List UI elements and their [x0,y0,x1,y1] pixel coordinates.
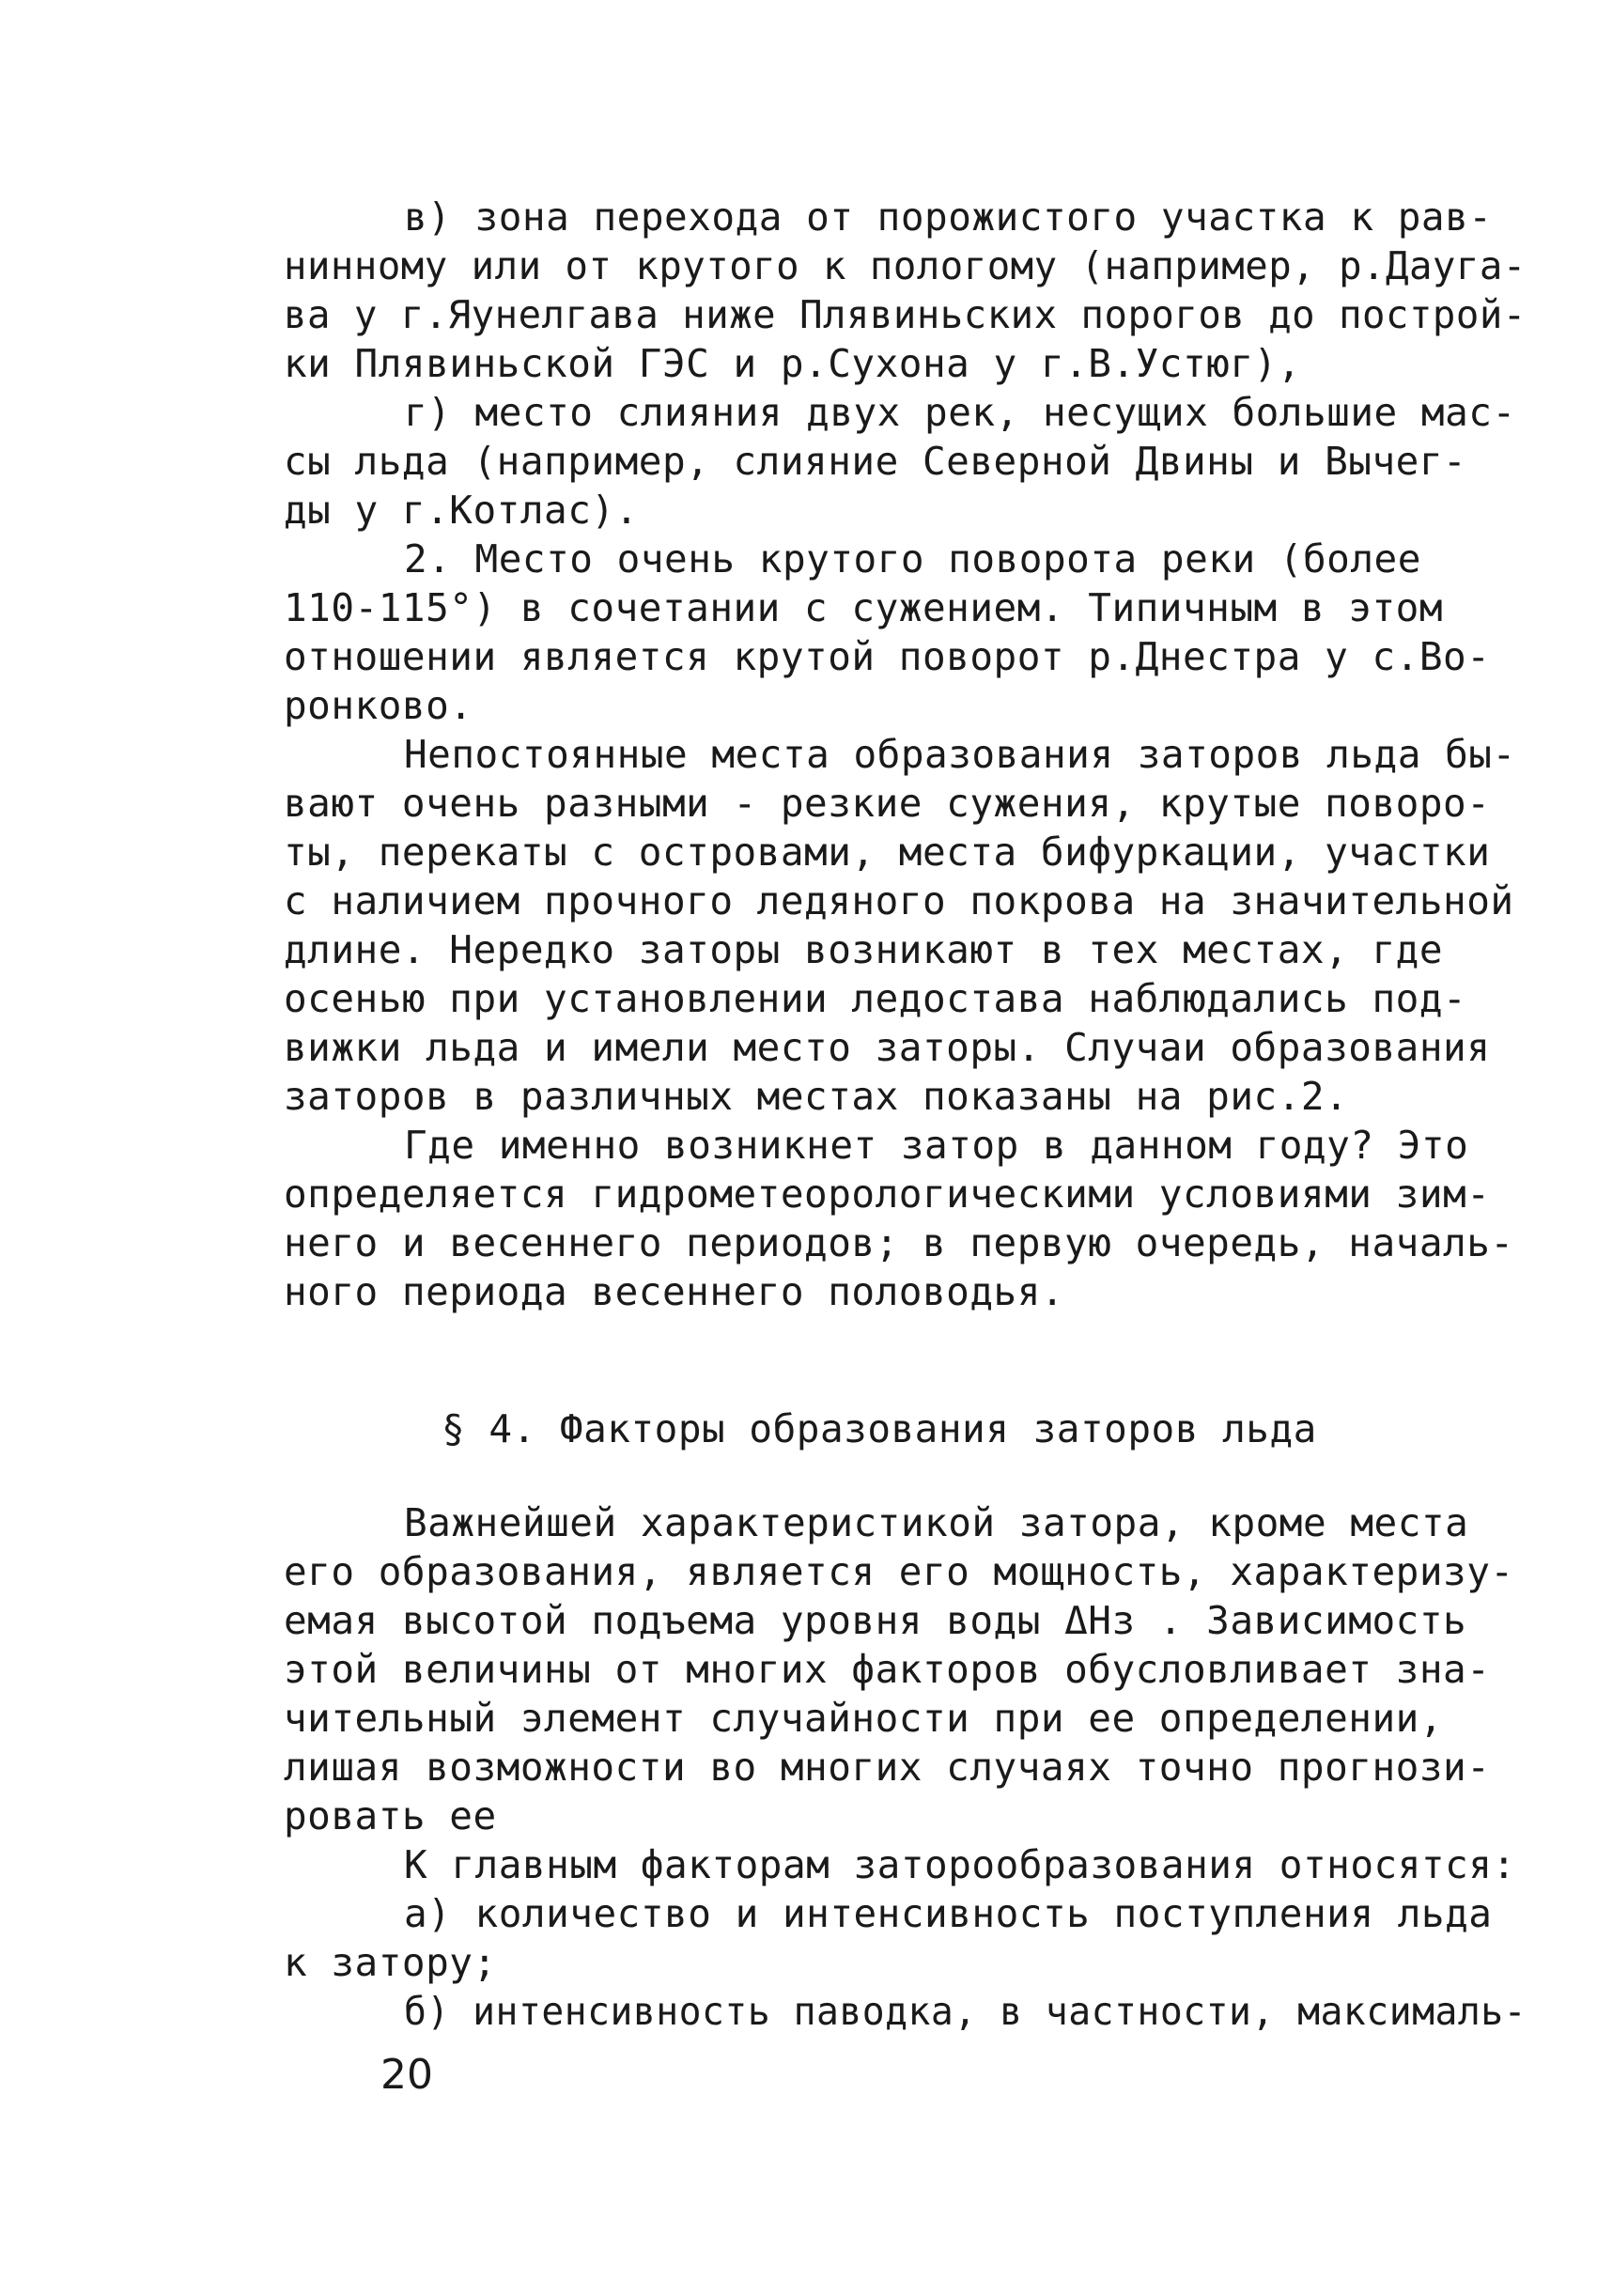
text-line: него и весеннего периодов; в первую очередь, началь- [284,1220,1514,1265]
text-line: этой величины от многих факторов обусловливает зна- [284,1647,1491,1692]
text-line: К главным факторам заторообразования относятся: [404,1842,1516,1887]
text-line: ва у г.Яунелгава ниже Плявиньских порогов до построй- [284,292,1527,337]
section-heading: § 4. Факторы образования заторов льда [442,1406,1317,1451]
text-line: Важнейшей характеристикой затора, кроме места [404,1500,1469,1545]
text-line: ровать ее [284,1793,497,1838]
text-line: ки Плявиньской ГЭС и р.Сухона у г.В.Устюг), [284,341,1301,386]
text-line: вают очень разными - резкие сужения, крутые повоpo- [284,781,1491,826]
text-line: ного периода весеннего половодья. [284,1269,1065,1314]
text-line: ронково. [284,683,473,728]
text-line: сы льда (например, слияние Северной Двины и Вычег- [284,439,1467,484]
text-line: 110-115°) в сочетании с сужением. Типичным в этом [284,585,1444,630]
text-line: ды у г.Котлас). [284,488,639,533]
text-line: его образования, является его мощность, характеризу- [284,1549,1514,1594]
text-line: г) место слияния двух рек, несущих большие мас- [404,390,1516,435]
text-line: отношении является крутой поворот р.Днестра у с.Во- [284,634,1491,679]
text-line: в) зона перехода от порожистого участка к рав- [404,194,1493,240]
text-line: определяется гидрометеорологическими условиями зим- [284,1171,1491,1217]
text-line: осенью при установлении ледостава наблюдались под- [284,976,1467,1021]
text-line: ты, перекаты с островами, места бифуркации, участки [284,830,1491,875]
text-line: 2. Место очень крутого поворота реки (более [404,536,1421,582]
text-line: длине. Нередко заторы возникают в тех местах, где [284,927,1444,972]
text-line: б) интенсивность паводка, в частности, максималь- [404,1989,1527,2034]
text-line: к затору; [284,1940,497,1985]
text-line: лишая возможности во многих случаях точно прогнози- [284,1745,1491,1790]
text-line: заторов в различных местах показаны на рис.2. [284,1074,1349,1119]
text-line: чительный элемент случайности при ее определении, [284,1696,1444,1741]
text-line: емая высотой подъема уровня воды ΔHз . Зависимость [284,1598,1467,1643]
text-line: а) количество и интенсивность поступления льда [404,1891,1493,1936]
page-number: 20 [380,2051,433,2099]
text-line: Где именно возникнет затор в данном году? Это [404,1123,1469,1168]
text-line: Непостоянные места образования заторов льда бы- [404,732,1516,777]
text-line: вижки льда и имели место заторы. Случаи образования [284,1025,1491,1070]
text-line: с наличием прочного ледяного покрова на значительной [284,878,1514,923]
text-line: нинному или от крутого к пологому (например, р.Даугa- [284,243,1527,288]
